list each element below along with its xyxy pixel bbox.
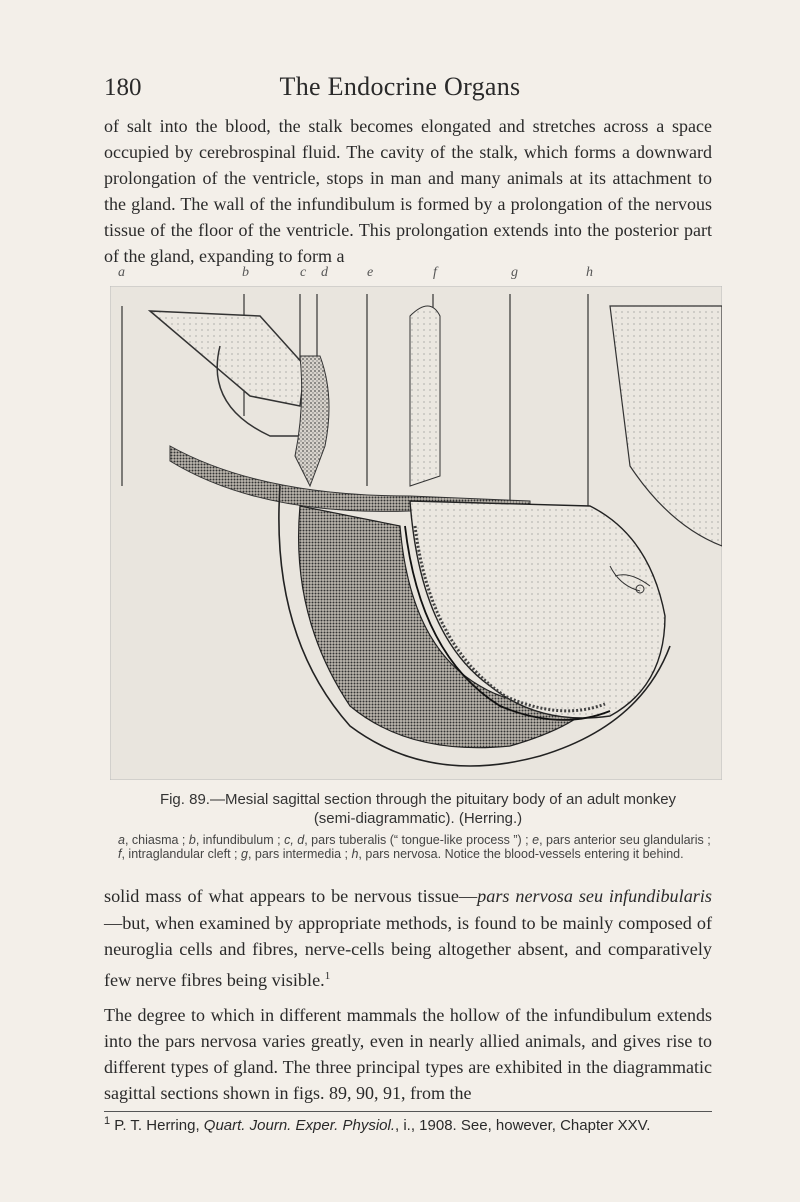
- figure-letter-g: g: [511, 265, 518, 280]
- figure-letter-d: d: [321, 265, 328, 280]
- paragraph-3: The degree to which in different mammals the hollow of the infundibulum extends into the pars nervosa varies greatly, even in nearly allied animals, and gives rise to different types of gland. The three principal types are exhibited in the diagrammatic sagittal sections shown in figs. 89, 90, 91, from the: [104, 1005, 712, 1103]
- figure-letter-h: h: [586, 265, 593, 280]
- paragraph-2: [104, 883, 712, 993]
- legend-text: , intraglandular cleft ;: [121, 847, 241, 861]
- page-number: 180: [104, 74, 142, 101]
- footnote-ref: 1: [324, 969, 331, 982]
- pituitary-section-figure: [110, 286, 722, 780]
- figure-letter-f: f: [433, 265, 437, 280]
- legend-text: , pars nervosa. Notice the blood-vessels entering it behind.: [358, 847, 684, 861]
- legend-text: , chiasma ;: [124, 833, 189, 847]
- footnote-mark: 1: [104, 1115, 111, 1127]
- footnote-author: P. T. Herring,: [114, 1117, 204, 1134]
- footnote-journal: Quart. Journ. Exper. Physiol.: [203, 1117, 395, 1134]
- figure-letter-c: c: [300, 265, 307, 280]
- figure-caption: [118, 790, 718, 828]
- paragraph-1: of salt into the blood, the stalk becomes elongated and stretches across a space occupied by cerebrospinal fluid. The cavity of the stalk, which forms a downward prolongation of the ventricle, stops in man and many animals at its attachment to the gland. The wall of the infundibulum is formed by a prolongation of the nervous tissue of the floor of the ventricle. This prolongation extends into the posterior part of the gland, expanding to form a: [104, 116, 712, 266]
- figure-caption-title: Fig. 89.—Mesial sagittal section through the pituitary body of an adult monkey: [159, 791, 677, 808]
- legend-text: , pars tuberalis (“ tongue-like process ”) ;: [304, 833, 533, 847]
- legend-key: e: [532, 833, 540, 847]
- legend-key: g: [241, 847, 248, 861]
- figure-letter-e: e: [367, 265, 374, 280]
- footnote-rule: [104, 1111, 712, 1112]
- figure-legend: [118, 833, 718, 861]
- legend-key: a: [118, 833, 125, 847]
- footnote: [104, 1115, 712, 1134]
- running-head: The Endocrine Organs: [279, 72, 521, 101]
- legend-text: , pars intermedia ;: [247, 847, 352, 861]
- paragraph-2-italic: pars nervosa seu infundibularis: [477, 886, 712, 906]
- legend-key: f: [118, 847, 122, 861]
- legend-key: c, d: [284, 833, 305, 847]
- paragraph-2-start: solid mass of what appears to be nervous tissue—: [104, 886, 478, 906]
- legend-key: h: [351, 847, 359, 861]
- legend-text: , pars anterior seu glandularis ;: [539, 833, 711, 847]
- footnote-rest: , i., 1908. See, however, Chapter XXV.: [395, 1117, 651, 1134]
- figure-letter-a: a: [118, 265, 125, 280]
- figure-caption-subtitle: (semi-diagrammatic). (Herring.): [313, 810, 523, 827]
- figure-letter-row: [0, 265, 800, 285]
- legend-text: , infundibulum ;: [195, 833, 285, 847]
- figure-letter-b: b: [242, 265, 249, 280]
- paragraph-2-end: —but, when examined by appropriate methods, is found to be mainly composed of neuroglia cells and fibres, nerve-cells being altogether absent, and comparatively few nerve fibres being visible.: [104, 912, 712, 990]
- legend-key: b: [188, 833, 196, 847]
